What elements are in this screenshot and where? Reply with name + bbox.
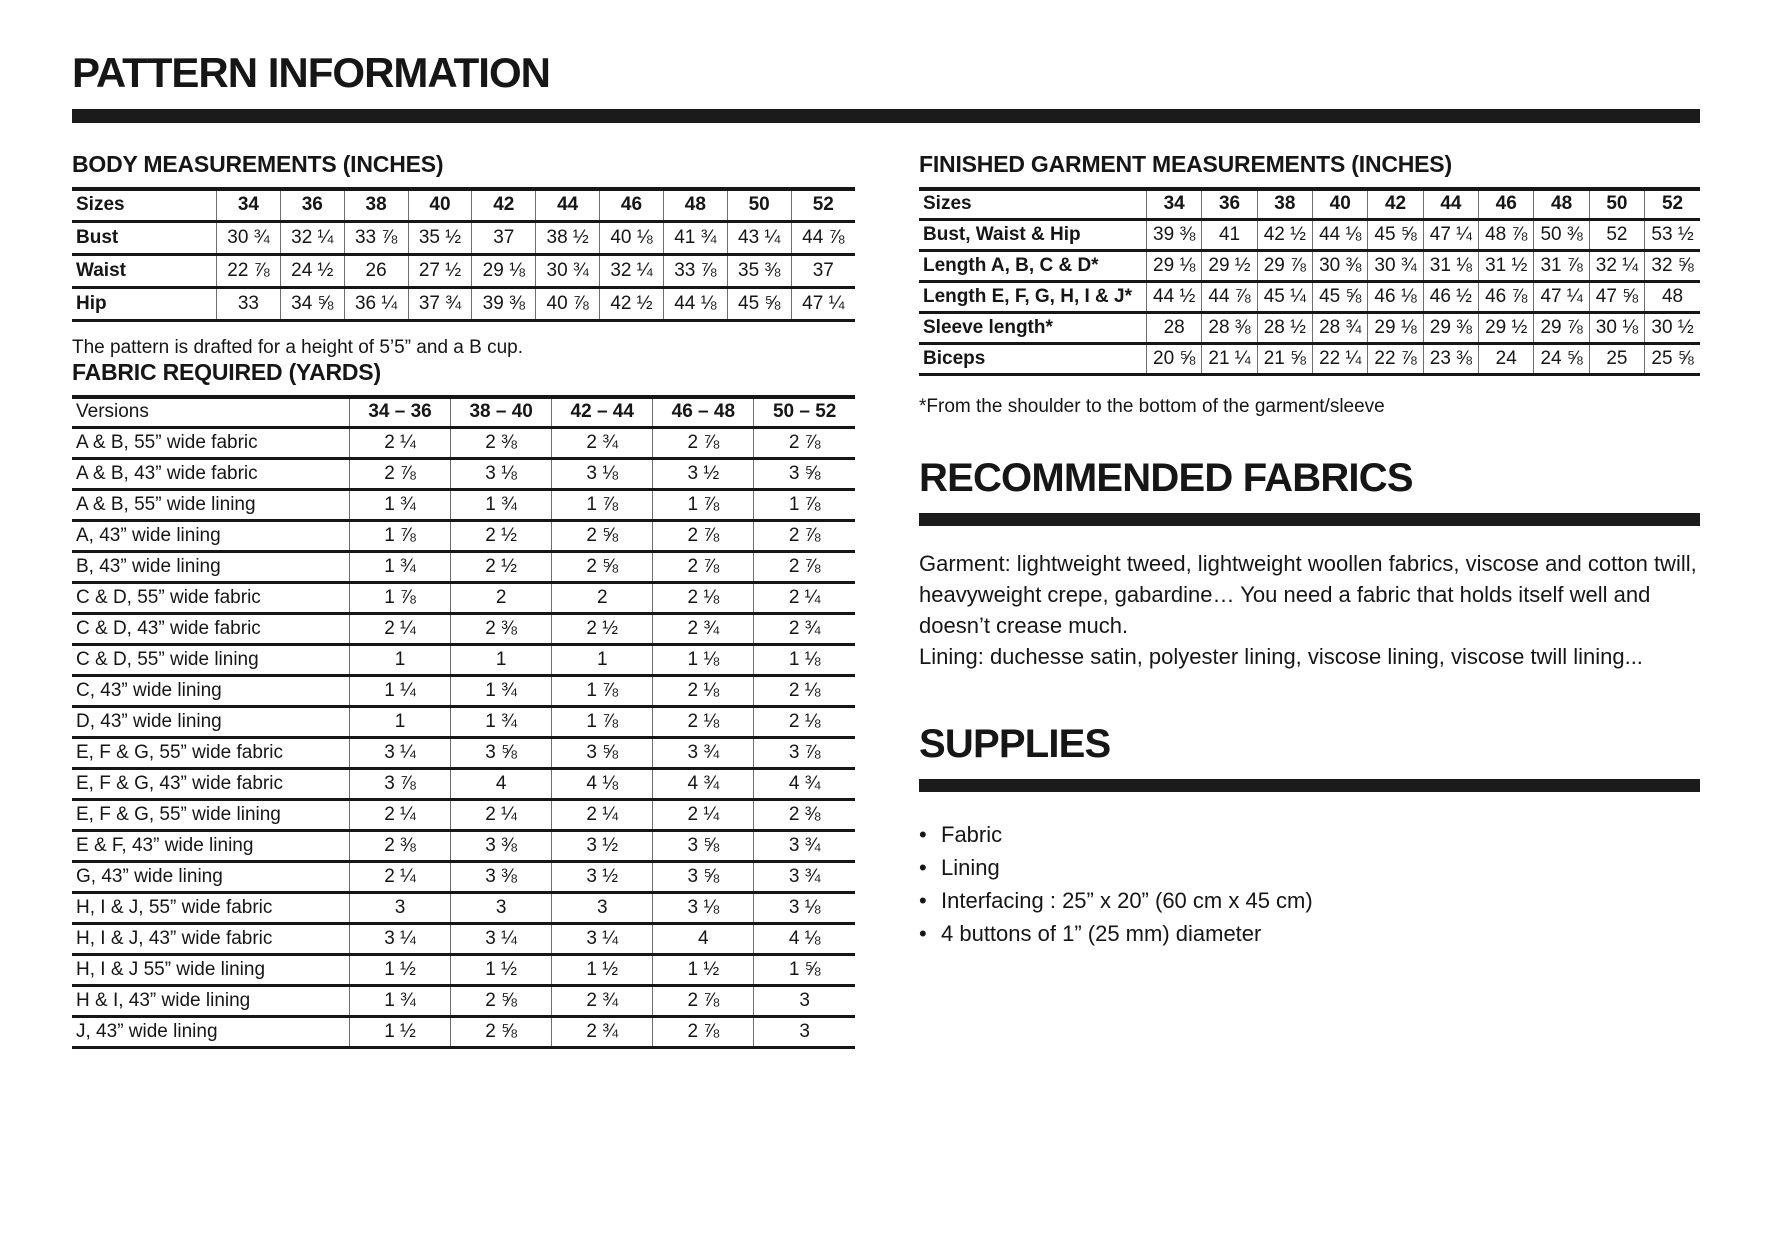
body-measurements-table — [72, 187, 855, 323]
value-cell: 33 ⅞ — [663, 255, 727, 288]
value-cell: 1 ¼ — [350, 676, 451, 707]
value-cell: 1 ⅞ — [754, 490, 855, 521]
header-row — [72, 397, 855, 428]
value-cell: 2 ⅞ — [754, 521, 855, 552]
value-cell: 2 ¼ — [350, 800, 451, 831]
value-cell: 1 ½ — [552, 955, 653, 986]
table-row — [72, 738, 855, 769]
value-cell: 2 ¾ — [552, 1017, 653, 1048]
value-cell: 2 ⅜ — [451, 428, 552, 459]
supplies-divider — [919, 779, 1700, 792]
value-cell: 36 ¼ — [344, 288, 408, 321]
value-cell: 45 ⅝ — [1313, 282, 1368, 313]
value-cell: 2 ⅞ — [350, 459, 451, 490]
row-label: C, 43” wide lining — [76, 680, 222, 702]
value-cell: 23 ⅜ — [1423, 344, 1478, 375]
value-cell: 2 ⅞ — [653, 1017, 754, 1048]
value-cell: 4 — [653, 924, 754, 955]
value-cell: 3 ½ — [653, 459, 754, 490]
row-label: Sleeve length* — [923, 317, 1053, 339]
value-cell: 1 ⅞ — [350, 521, 451, 552]
value-cell: 29 ⅜ — [1423, 313, 1478, 344]
value-cell: 1 ⅞ — [350, 583, 451, 614]
value-cell: 2 ⅛ — [653, 583, 754, 614]
value-cell: 1 ⅝ — [754, 955, 855, 986]
column-header: 52 — [1645, 189, 1700, 220]
value-cell: 42 ½ — [600, 288, 664, 321]
column-header: 36 — [280, 189, 344, 222]
row-label: A, 43” wide lining — [76, 525, 221, 547]
value-cell: 3 ⅞ — [350, 769, 451, 800]
column-header: 42 – 44 — [552, 397, 653, 428]
value-cell: 29 ⅞ — [1257, 251, 1312, 282]
recommended-fabrics-heading: RECOMMENDED FABRICS — [919, 456, 1413, 501]
right-column — [919, 151, 1700, 1049]
value-cell: 3 ⅜ — [451, 862, 552, 893]
column-header: 46 — [600, 189, 664, 222]
row-label: Length A, B, C & D* — [923, 255, 1099, 277]
value-cell: 47 ¼ — [1423, 220, 1478, 251]
value-cell: 3 — [754, 986, 855, 1017]
column-header: Versions — [76, 401, 149, 423]
value-cell: 41 ¾ — [663, 222, 727, 255]
recommended-fabrics-divider — [919, 513, 1700, 526]
table-row — [72, 222, 855, 255]
row-label: H, I & J 55” wide lining — [76, 959, 266, 981]
value-cell: 21 ¼ — [1202, 344, 1257, 375]
value-cell: 3 ¼ — [552, 924, 653, 955]
value-cell: 30 ⅜ — [1313, 251, 1368, 282]
value-cell: 3 ⅝ — [653, 831, 754, 862]
value-cell: 38 ½ — [536, 222, 600, 255]
value-cell: 24 ⅝ — [1534, 344, 1589, 375]
table-row — [72, 645, 855, 676]
value-cell: 42 ½ — [1257, 220, 1312, 251]
value-cell: 2 ¼ — [451, 800, 552, 831]
value-cell: 3 ½ — [552, 862, 653, 893]
value-cell: 39 ⅜ — [472, 288, 536, 321]
value-cell: 24 — [1479, 344, 1534, 375]
value-cell: 1 ½ — [350, 955, 451, 986]
table-row — [72, 831, 855, 862]
table-row — [919, 220, 1700, 251]
column-header: Sizes — [923, 193, 972, 215]
table-row — [72, 862, 855, 893]
value-cell: 2 ⅜ — [451, 614, 552, 645]
column-header: 42 — [1368, 189, 1423, 220]
value-cell: 3 ⅛ — [754, 893, 855, 924]
value-cell: 28 ¾ — [1313, 313, 1368, 344]
value-cell: 1 ¾ — [451, 707, 552, 738]
value-cell: 2 ⅛ — [754, 707, 855, 738]
value-cell: 2 ¾ — [653, 614, 754, 645]
column-header: 40 — [408, 189, 472, 222]
value-cell: 29 ½ — [1202, 251, 1257, 282]
value-cell: 3 — [451, 893, 552, 924]
value-cell: 1 ¾ — [451, 676, 552, 707]
value-cell: 4 ¾ — [653, 769, 754, 800]
pattern-drafting-note: The pattern is drafted for a height of 5’5” and a B cup. — [72, 337, 523, 359]
row-label: Bust — [76, 227, 119, 249]
supply-item: • Lining — [919, 851, 1700, 884]
value-cell: 1 ⅞ — [653, 490, 754, 521]
value-cell: 1 ⅞ — [552, 707, 653, 738]
column-header: 36 — [1202, 189, 1257, 220]
value-cell: 44 ½ — [1147, 282, 1202, 313]
value-cell: 35 ½ — [408, 222, 472, 255]
value-cell: 31 ½ — [1479, 251, 1534, 282]
value-cell: 2 ⅞ — [653, 986, 754, 1017]
title-divider — [72, 109, 1700, 123]
row-label: E & F, 43” wide lining — [76, 835, 254, 857]
table-row — [72, 986, 855, 1017]
value-cell: 3 — [552, 893, 653, 924]
value-cell: 3 ⅛ — [451, 459, 552, 490]
recommended-fabrics-text — [919, 548, 1700, 672]
content-columns — [72, 151, 1700, 1049]
column-header: 46 – 48 — [653, 397, 754, 428]
column-header: 48 — [1534, 189, 1589, 220]
table-row — [72, 428, 855, 459]
value-cell: 3 ⅛ — [653, 893, 754, 924]
fabric-required-heading: FABRIC REQUIRED (YARDS) — [72, 359, 381, 386]
column-header: Sizes — [76, 194, 125, 216]
table-row — [919, 344, 1700, 375]
header-row — [919, 189, 1700, 220]
value-cell: 1 ⅛ — [653, 645, 754, 676]
value-cell: 45 ¼ — [1257, 282, 1312, 313]
table-row — [72, 676, 855, 707]
value-cell: 29 ⅞ — [1534, 313, 1589, 344]
value-cell: 2 ⅜ — [754, 800, 855, 831]
column-header: 34 — [1147, 189, 1202, 220]
value-cell: 30 ¾ — [217, 222, 281, 255]
value-cell: 2 ¾ — [552, 986, 653, 1017]
value-cell: 1 — [350, 707, 451, 738]
value-cell: 2 ½ — [451, 552, 552, 583]
value-cell: 3 ½ — [552, 831, 653, 862]
table-row — [72, 255, 855, 288]
value-cell: 29 ½ — [1479, 313, 1534, 344]
table-row — [72, 800, 855, 831]
row-label: Biceps — [923, 348, 986, 370]
value-cell: 2 ⅛ — [653, 676, 754, 707]
value-cell: 2 ⅞ — [754, 552, 855, 583]
value-cell: 27 ½ — [408, 255, 472, 288]
value-cell: 2 ⅞ — [653, 552, 754, 583]
table-row — [919, 282, 1700, 313]
value-cell: 3 ⅝ — [451, 738, 552, 769]
left-column — [72, 151, 855, 1049]
value-cell: 3 ⅝ — [552, 738, 653, 769]
value-cell: 32 ⅝ — [1645, 251, 1700, 282]
column-header: 34 – 36 — [350, 397, 451, 428]
value-cell: 1 ¾ — [451, 490, 552, 521]
value-cell: 3 ⅛ — [552, 459, 653, 490]
value-cell: 3 — [754, 1017, 855, 1048]
value-cell: 20 ⅝ — [1147, 344, 1202, 375]
value-cell: 1 — [451, 645, 552, 676]
table-row — [919, 251, 1700, 282]
value-cell: 25 — [1589, 344, 1644, 375]
row-label: C & D, 55” wide lining — [76, 649, 259, 671]
column-header: 38 – 40 — [451, 397, 552, 428]
column-header: 48 — [663, 189, 727, 222]
table-row — [72, 521, 855, 552]
value-cell: 2 ¼ — [350, 614, 451, 645]
value-cell: 34 ⅝ — [280, 288, 344, 321]
finished-garment-heading: FINISHED GARMENT MEASUREMENTS (INCHES) — [919, 151, 1452, 178]
value-cell: 3 ⅞ — [754, 738, 855, 769]
lining-fabrics-paragraph: Lining: duchesse satin, polyester lining, viscose lining, viscose twill lining... — [919, 644, 1643, 670]
value-cell: 1 ⅞ — [552, 676, 653, 707]
column-header: 34 — [217, 189, 281, 222]
value-cell: 28 ½ — [1257, 313, 1312, 344]
value-cell: 32 ¼ — [600, 255, 664, 288]
garment-fabrics-paragraph: Garment: lightweight tweed, lightweight woollen fabrics, viscose and cotton twill, heavyweight crepe, gabardine… You need a fabric that holds itself well and doesn’t crease much. — [919, 551, 1697, 639]
value-cell: 3 ⅝ — [653, 862, 754, 893]
value-cell: 2 ⅞ — [653, 428, 754, 459]
column-header: 50 – 52 — [754, 397, 855, 428]
value-cell: 48 — [1645, 282, 1700, 313]
measurement-footnote: *From the shoulder to the bottom of the garment/sleeve — [919, 396, 1385, 418]
value-cell: 3 ⅜ — [451, 831, 552, 862]
value-cell: 33 — [217, 288, 281, 321]
table-row — [72, 893, 855, 924]
value-cell: 24 ½ — [280, 255, 344, 288]
table-row — [72, 769, 855, 800]
value-cell: 1 — [552, 645, 653, 676]
value-cell: 28 — [1147, 313, 1202, 344]
value-cell: 46 ½ — [1423, 282, 1478, 313]
row-label: Hip — [76, 293, 107, 315]
value-cell: 3 ¼ — [451, 924, 552, 955]
row-label: H & I, 43” wide lining — [76, 990, 251, 1012]
value-cell: 46 ⅛ — [1368, 282, 1423, 313]
value-cell: 2 ⅞ — [653, 521, 754, 552]
value-cell: 30 ¾ — [1368, 251, 1423, 282]
value-cell: 1 ¾ — [350, 490, 451, 521]
value-cell: 44 ⅛ — [1313, 220, 1368, 251]
row-label: H, I & J, 55” wide fabric — [76, 897, 273, 919]
table-row — [72, 614, 855, 645]
value-cell: 40 ⅞ — [536, 288, 600, 321]
value-cell: 45 ⅝ — [727, 288, 791, 321]
value-cell: 1 ½ — [451, 955, 552, 986]
value-cell: 52 — [1589, 220, 1644, 251]
column-header: 44 — [536, 189, 600, 222]
table-row — [72, 459, 855, 490]
value-cell: 3 ¾ — [754, 862, 855, 893]
table-row — [72, 924, 855, 955]
value-cell: 47 ¼ — [1534, 282, 1589, 313]
value-cell: 35 ⅜ — [727, 255, 791, 288]
value-cell: 21 ⅝ — [1257, 344, 1312, 375]
row-label: Length E, F, G, H, I & J* — [923, 286, 1133, 308]
row-label: Waist — [76, 260, 126, 282]
value-cell: 4 ¾ — [754, 769, 855, 800]
value-cell: 1 ½ — [350, 1017, 451, 1048]
value-cell: 33 ⅞ — [344, 222, 408, 255]
value-cell: 44 ⅞ — [791, 222, 855, 255]
value-cell: 45 ⅝ — [1368, 220, 1423, 251]
body-measurements-heading: BODY MEASUREMENTS (INCHES) — [72, 151, 444, 178]
row-label: Bust, Waist & Hip — [923, 224, 1081, 246]
value-cell: 48 ⅞ — [1479, 220, 1534, 251]
value-cell: 44 ⅛ — [663, 288, 727, 321]
value-cell: 53 ½ — [1645, 220, 1700, 251]
row-label: J, 43” wide lining — [76, 1021, 218, 1043]
value-cell: 50 ⅜ — [1534, 220, 1589, 251]
value-cell: 4 — [451, 769, 552, 800]
value-cell: 2 ¼ — [552, 800, 653, 831]
page-title: PATTERN INFORMATION — [72, 49, 550, 96]
value-cell: 28 ⅜ — [1202, 313, 1257, 344]
row-label: C & D, 55” wide fabric — [76, 587, 261, 609]
row-label: D, 43” wide lining — [76, 711, 222, 733]
value-cell: 31 ⅞ — [1534, 251, 1589, 282]
value-cell: 1 ½ — [653, 955, 754, 986]
row-label: C & D, 43” wide fabric — [76, 618, 261, 640]
value-cell: 2 ¾ — [552, 428, 653, 459]
table-row — [919, 313, 1700, 344]
value-cell: 44 ⅞ — [1202, 282, 1257, 313]
supply-item: • Fabric — [919, 818, 1700, 851]
value-cell: 41 — [1202, 220, 1257, 251]
column-header: 44 — [1423, 189, 1478, 220]
row-label: G, 43” wide lining — [76, 866, 223, 888]
supply-item: • Interfacing : 25” x 20” (60 cm x 45 cm) — [919, 884, 1700, 917]
value-cell: 29 ⅛ — [1147, 251, 1202, 282]
value-cell: 29 ⅛ — [472, 255, 536, 288]
value-cell: 2 ⅝ — [552, 552, 653, 583]
table-row — [72, 288, 855, 321]
row-label: A & B, 55” wide fabric — [76, 432, 258, 454]
value-cell: 47 ⅝ — [1589, 282, 1644, 313]
table-row — [72, 955, 855, 986]
column-header: 50 — [727, 189, 791, 222]
row-label: E, F & G, 43” wide fabric — [76, 773, 283, 795]
value-cell: 37 — [791, 255, 855, 288]
supplies-list — [919, 818, 1700, 950]
value-cell: 2 ⅛ — [653, 707, 754, 738]
row-label: A & B, 55” wide lining — [76, 494, 256, 516]
table-row — [72, 583, 855, 614]
value-cell: 22 ⅞ — [217, 255, 281, 288]
value-cell: 2 ¼ — [653, 800, 754, 831]
value-cell: 22 ¼ — [1313, 344, 1368, 375]
table-row — [72, 552, 855, 583]
value-cell: 26 — [344, 255, 408, 288]
value-cell: 30 ⅛ — [1589, 313, 1644, 344]
value-cell: 4 ⅛ — [754, 924, 855, 955]
value-cell: 46 ⅞ — [1479, 282, 1534, 313]
value-cell: 30 ½ — [1645, 313, 1700, 344]
column-header: 38 — [344, 189, 408, 222]
column-header: 38 — [1257, 189, 1312, 220]
value-cell: 3 — [350, 893, 451, 924]
value-cell: 4 ⅛ — [552, 769, 653, 800]
row-label: A & B, 43” wide fabric — [76, 463, 258, 485]
value-cell: 1 ¾ — [350, 986, 451, 1017]
value-cell: 2 ¼ — [350, 862, 451, 893]
value-cell: 1 ¾ — [350, 552, 451, 583]
value-cell: 2 ⅝ — [451, 1017, 552, 1048]
value-cell: 32 ¼ — [1589, 251, 1644, 282]
value-cell: 37 — [472, 222, 536, 255]
value-cell: 2 — [451, 583, 552, 614]
value-cell: 22 ⅞ — [1368, 344, 1423, 375]
value-cell: 2 ½ — [451, 521, 552, 552]
value-cell: 31 ⅛ — [1423, 251, 1478, 282]
column-header: 40 — [1313, 189, 1368, 220]
value-cell: 3 ¾ — [754, 831, 855, 862]
row-label: B, 43” wide lining — [76, 556, 221, 578]
value-cell: 39 ⅜ — [1147, 220, 1202, 251]
value-cell: 43 ¼ — [727, 222, 791, 255]
value-cell: 1 — [350, 645, 451, 676]
header-row — [72, 189, 855, 222]
column-header: 46 — [1479, 189, 1534, 220]
row-label: E, F & G, 55” wide fabric — [76, 742, 283, 764]
value-cell: 30 ¾ — [536, 255, 600, 288]
value-cell: 2 ⅞ — [754, 428, 855, 459]
column-header: 50 — [1589, 189, 1644, 220]
table-row — [72, 707, 855, 738]
value-cell: 2 ⅝ — [552, 521, 653, 552]
value-cell: 2 ⅛ — [754, 676, 855, 707]
column-header: 52 — [791, 189, 855, 222]
value-cell: 2 ½ — [552, 614, 653, 645]
table-row — [72, 490, 855, 521]
row-label: E, F & G, 55” wide lining — [76, 804, 281, 826]
table-row — [72, 1017, 855, 1048]
value-cell: 40 ⅛ — [600, 222, 664, 255]
fabric-required-table — [72, 395, 855, 1050]
value-cell: 2 ⅝ — [451, 986, 552, 1017]
value-cell: 2 ¾ — [754, 614, 855, 645]
row-label: H, I & J, 43” wide fabric — [76, 928, 273, 950]
value-cell: 2 ¼ — [350, 428, 451, 459]
value-cell: 3 ¾ — [653, 738, 754, 769]
value-cell: 37 ¾ — [408, 288, 472, 321]
value-cell: 2 ¼ — [754, 583, 855, 614]
supplies-heading: SUPPLIES — [919, 722, 1111, 767]
supply-item: • 4 buttons of 1” (25 mm) diameter — [919, 917, 1700, 950]
value-cell: 32 ¼ — [280, 222, 344, 255]
finished-garment-table — [919, 187, 1700, 377]
value-cell: 2 ⅜ — [350, 831, 451, 862]
value-cell: 47 ¼ — [791, 288, 855, 321]
value-cell: 3 ⅝ — [754, 459, 855, 490]
column-header: 42 — [472, 189, 536, 222]
value-cell: 2 — [552, 583, 653, 614]
value-cell: 1 ⅞ — [552, 490, 653, 521]
value-cell: 1 ⅛ — [754, 645, 855, 676]
value-cell: 3 ¼ — [350, 738, 451, 769]
value-cell: 3 ¼ — [350, 924, 451, 955]
value-cell: 25 ⅝ — [1645, 344, 1700, 375]
value-cell: 29 ⅛ — [1368, 313, 1423, 344]
